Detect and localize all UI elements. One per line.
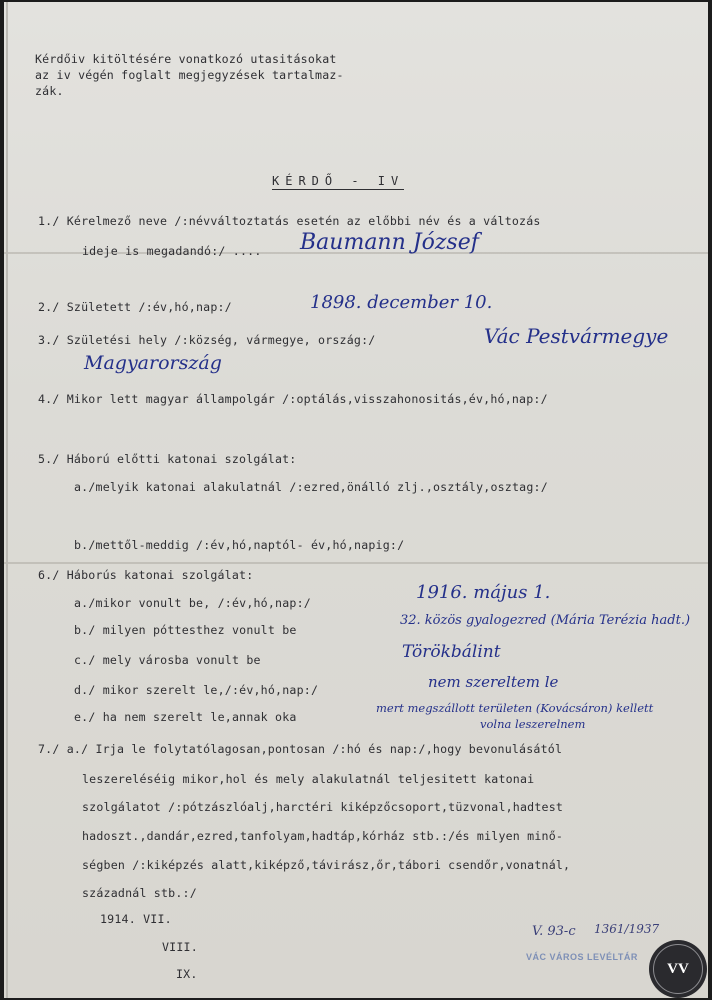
q6a-answer: 1916. május 1. <box>416 582 551 603</box>
q6a-label: a./mikor vonult be, /:év,hó,nap:/ <box>74 596 311 610</box>
q7-line-6: századnál stb.:/ <box>82 886 197 900</box>
archive-seal-icon <box>649 940 707 998</box>
q5a-label: a./melyik katonai alakulatnál /:ezred,önálló zlj.,osztály,osztag:/ <box>74 480 548 494</box>
header-line-3: zák. <box>35 84 64 98</box>
q6d-label: d./ mikor szerelt le,/:év,hó,nap:/ <box>74 683 319 697</box>
q6d-answer: nem szereltem le <box>428 673 559 691</box>
q1-line-1: 1./ Kérelmező neve /:névváltoztatás esetén az előbbi név és a változás <box>38 214 541 228</box>
q6e-label: e./ ha nem szerelt le,annak oka <box>74 710 297 724</box>
q7-line-2: leszereléséig mikor,hol és mely alakulatnál teljesitett katonai <box>82 772 535 786</box>
header-line-2: az iv végén foglalt megjegyzések tartalmaz- <box>35 68 344 82</box>
q7-line-5: ségben /:kiképzés alatt,kiképző,távirász,őr,tábori csendőr,vonatnál, <box>82 858 571 872</box>
q2-answer: 1898. december 10. <box>310 292 493 313</box>
archive-number: 1361/1937 <box>594 922 660 936</box>
q7-row-ix: IX. <box>176 967 198 981</box>
archive-signature-code: V. 93-c <box>532 924 576 939</box>
q6e-answer-line-2: volna leszerelnem <box>480 717 586 731</box>
q7-row-1914-vii: 1914. VII. <box>100 912 172 926</box>
q6c-answer: Törökbálint <box>402 642 501 662</box>
q2-label: 2./ Született /:év,hó,nap:/ <box>38 300 232 314</box>
q6c-label: c./ mely városba vonult be <box>74 653 261 667</box>
q6b-label: b./ milyen póttesthez vonult be <box>74 623 297 637</box>
document-title: KÉRDŐ - IV <box>272 174 405 188</box>
q1-line-2: ideje is megadandó:/ .... <box>82 244 262 258</box>
q6b-answer: 32. közös gyalogezred (Mária Terézia hadt.) <box>400 613 691 628</box>
q7-line-3: szolgálatot /:pótzászlóalj,harctéri kiképzőcsoport,tüzvonal,hadtest <box>82 800 564 814</box>
seal-letters: VV <box>667 960 689 977</box>
q3-answer-line-2: Magyarország <box>84 352 222 374</box>
q6e-answer: mert megszállott területen (Kovácsáron) kellett <box>376 701 654 715</box>
archive-stamp: VÁC VÁROS LEVÉLTÁR <box>526 952 638 962</box>
q7-line-4: hadoszt.,dandár,ezred,tanfolyam,hadtáp,kórház stb.:/és milyen minő- <box>82 829 564 843</box>
q4-label: 4./ Mikor lett magyar állampolgár /:optálás,visszahonositás,év,hó,nap:/ <box>38 392 548 406</box>
q5-label: 5./ Háború előtti katonai szolgálat: <box>38 452 297 466</box>
document-page <box>4 2 708 998</box>
q3-label: 3./ Születési hely /:község, vármegye, ország:/ <box>38 333 376 347</box>
q7-row-viii: VIII. <box>162 940 198 954</box>
q6-label: 6./ Háborús katonai szolgálat: <box>38 568 254 582</box>
header-line-1: Kérdőiv kitöltésére vonatkozó utasitásokat <box>35 52 337 66</box>
q3-answer: Vác Pestvármegye <box>484 324 669 348</box>
q7-line-1: 7./ a./ Irja le folytatólagosan,pontosan /:hó és nap:/,hogy bevonulásától <box>38 742 563 756</box>
q1-answer: Baumann József <box>300 230 479 255</box>
q5b-label: b./mettől-meddig /:év,hó,naptól- év,hó,napig:/ <box>74 538 405 552</box>
